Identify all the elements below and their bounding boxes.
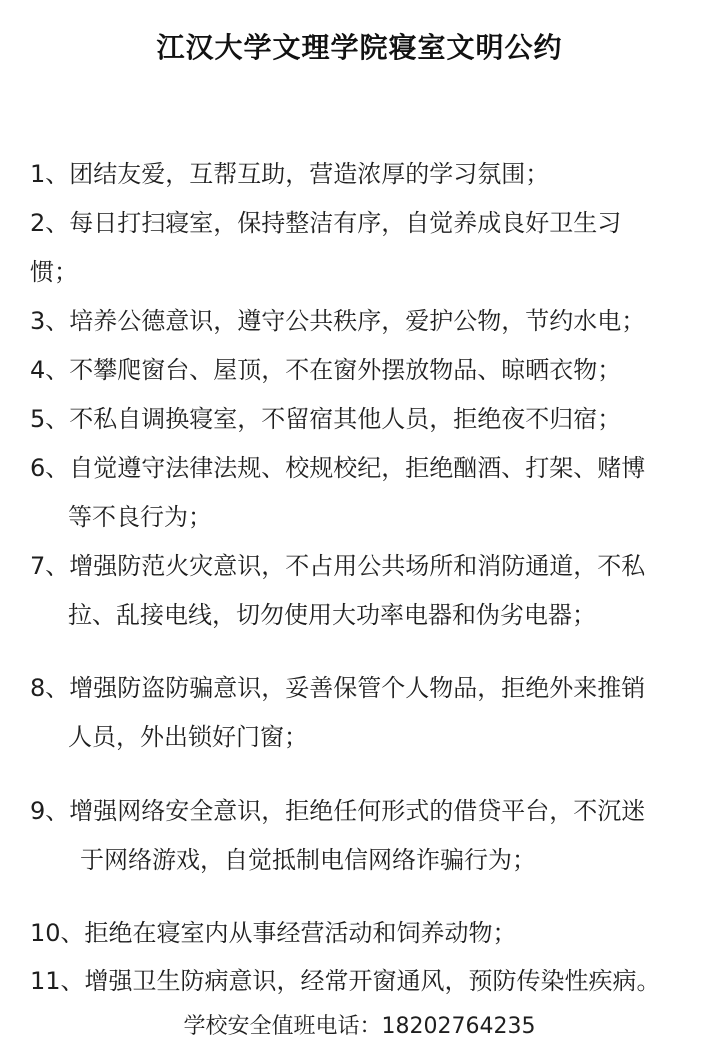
rule-1: 1、团结友爱，互帮互助，营造浓厚的学习氛围； <box>30 160 550 188</box>
rule-2-line-2: 惯； <box>30 258 78 286</box>
rule-5: 5、不私自调换寝室，不留宿其他人员，拒绝夜不归宿； <box>30 405 622 433</box>
rule-4: 4、不攀爬窗台、屋顶，不在窗外摆放物品、晾晒衣物； <box>30 356 622 384</box>
rule-9-line-2: 于网络游戏，自觉抵制电信网络诈骗行为； <box>80 846 536 874</box>
rule-8-line-2: 人员，外出锁好门窗； <box>68 723 308 751</box>
rule-7-line-1: 7、增强防范火灾意识，不占用公共场所和消防通道，不私 <box>30 552 646 580</box>
rule-9-line-1: 9、增强网络安全意识，拒绝任何形式的借贷平台，不沉迷 <box>30 797 646 825</box>
rule-3: 3、培养公德意识，遵守公共秩序，爱护公物，节约水电； <box>30 307 646 335</box>
rule-6-line-1: 6、自觉遵守法律法规、校规校纪，拒绝酗酒、打架、赌博 <box>30 454 646 482</box>
rule-8-line-1: 8、增强防盗防骗意识，妥善保管个人物品，拒绝外来推销 <box>30 674 646 702</box>
document-title: 江汉大学文理学院寝室文明公约 <box>156 31 563 64</box>
rule-2-line-1: 2、每日打扫寝室，保持整洁有序，自觉养成良好卫生习 <box>30 209 622 237</box>
rule-11: 11、增强卫生防病意识，经常开窗通风，预防传染性疾病。 <box>30 967 661 995</box>
rule-6-line-2: 等不良行为； <box>68 503 212 531</box>
safety-hotline: 学校安全值班电话：18202764235 <box>183 1014 536 1039</box>
rule-10: 10、拒绝在寝室内从事经营活动和饲养动物； <box>30 919 517 947</box>
rule-7-line-2: 拉、乱接电线，切勿使用大功率电器和伪劣电器； <box>68 601 596 629</box>
